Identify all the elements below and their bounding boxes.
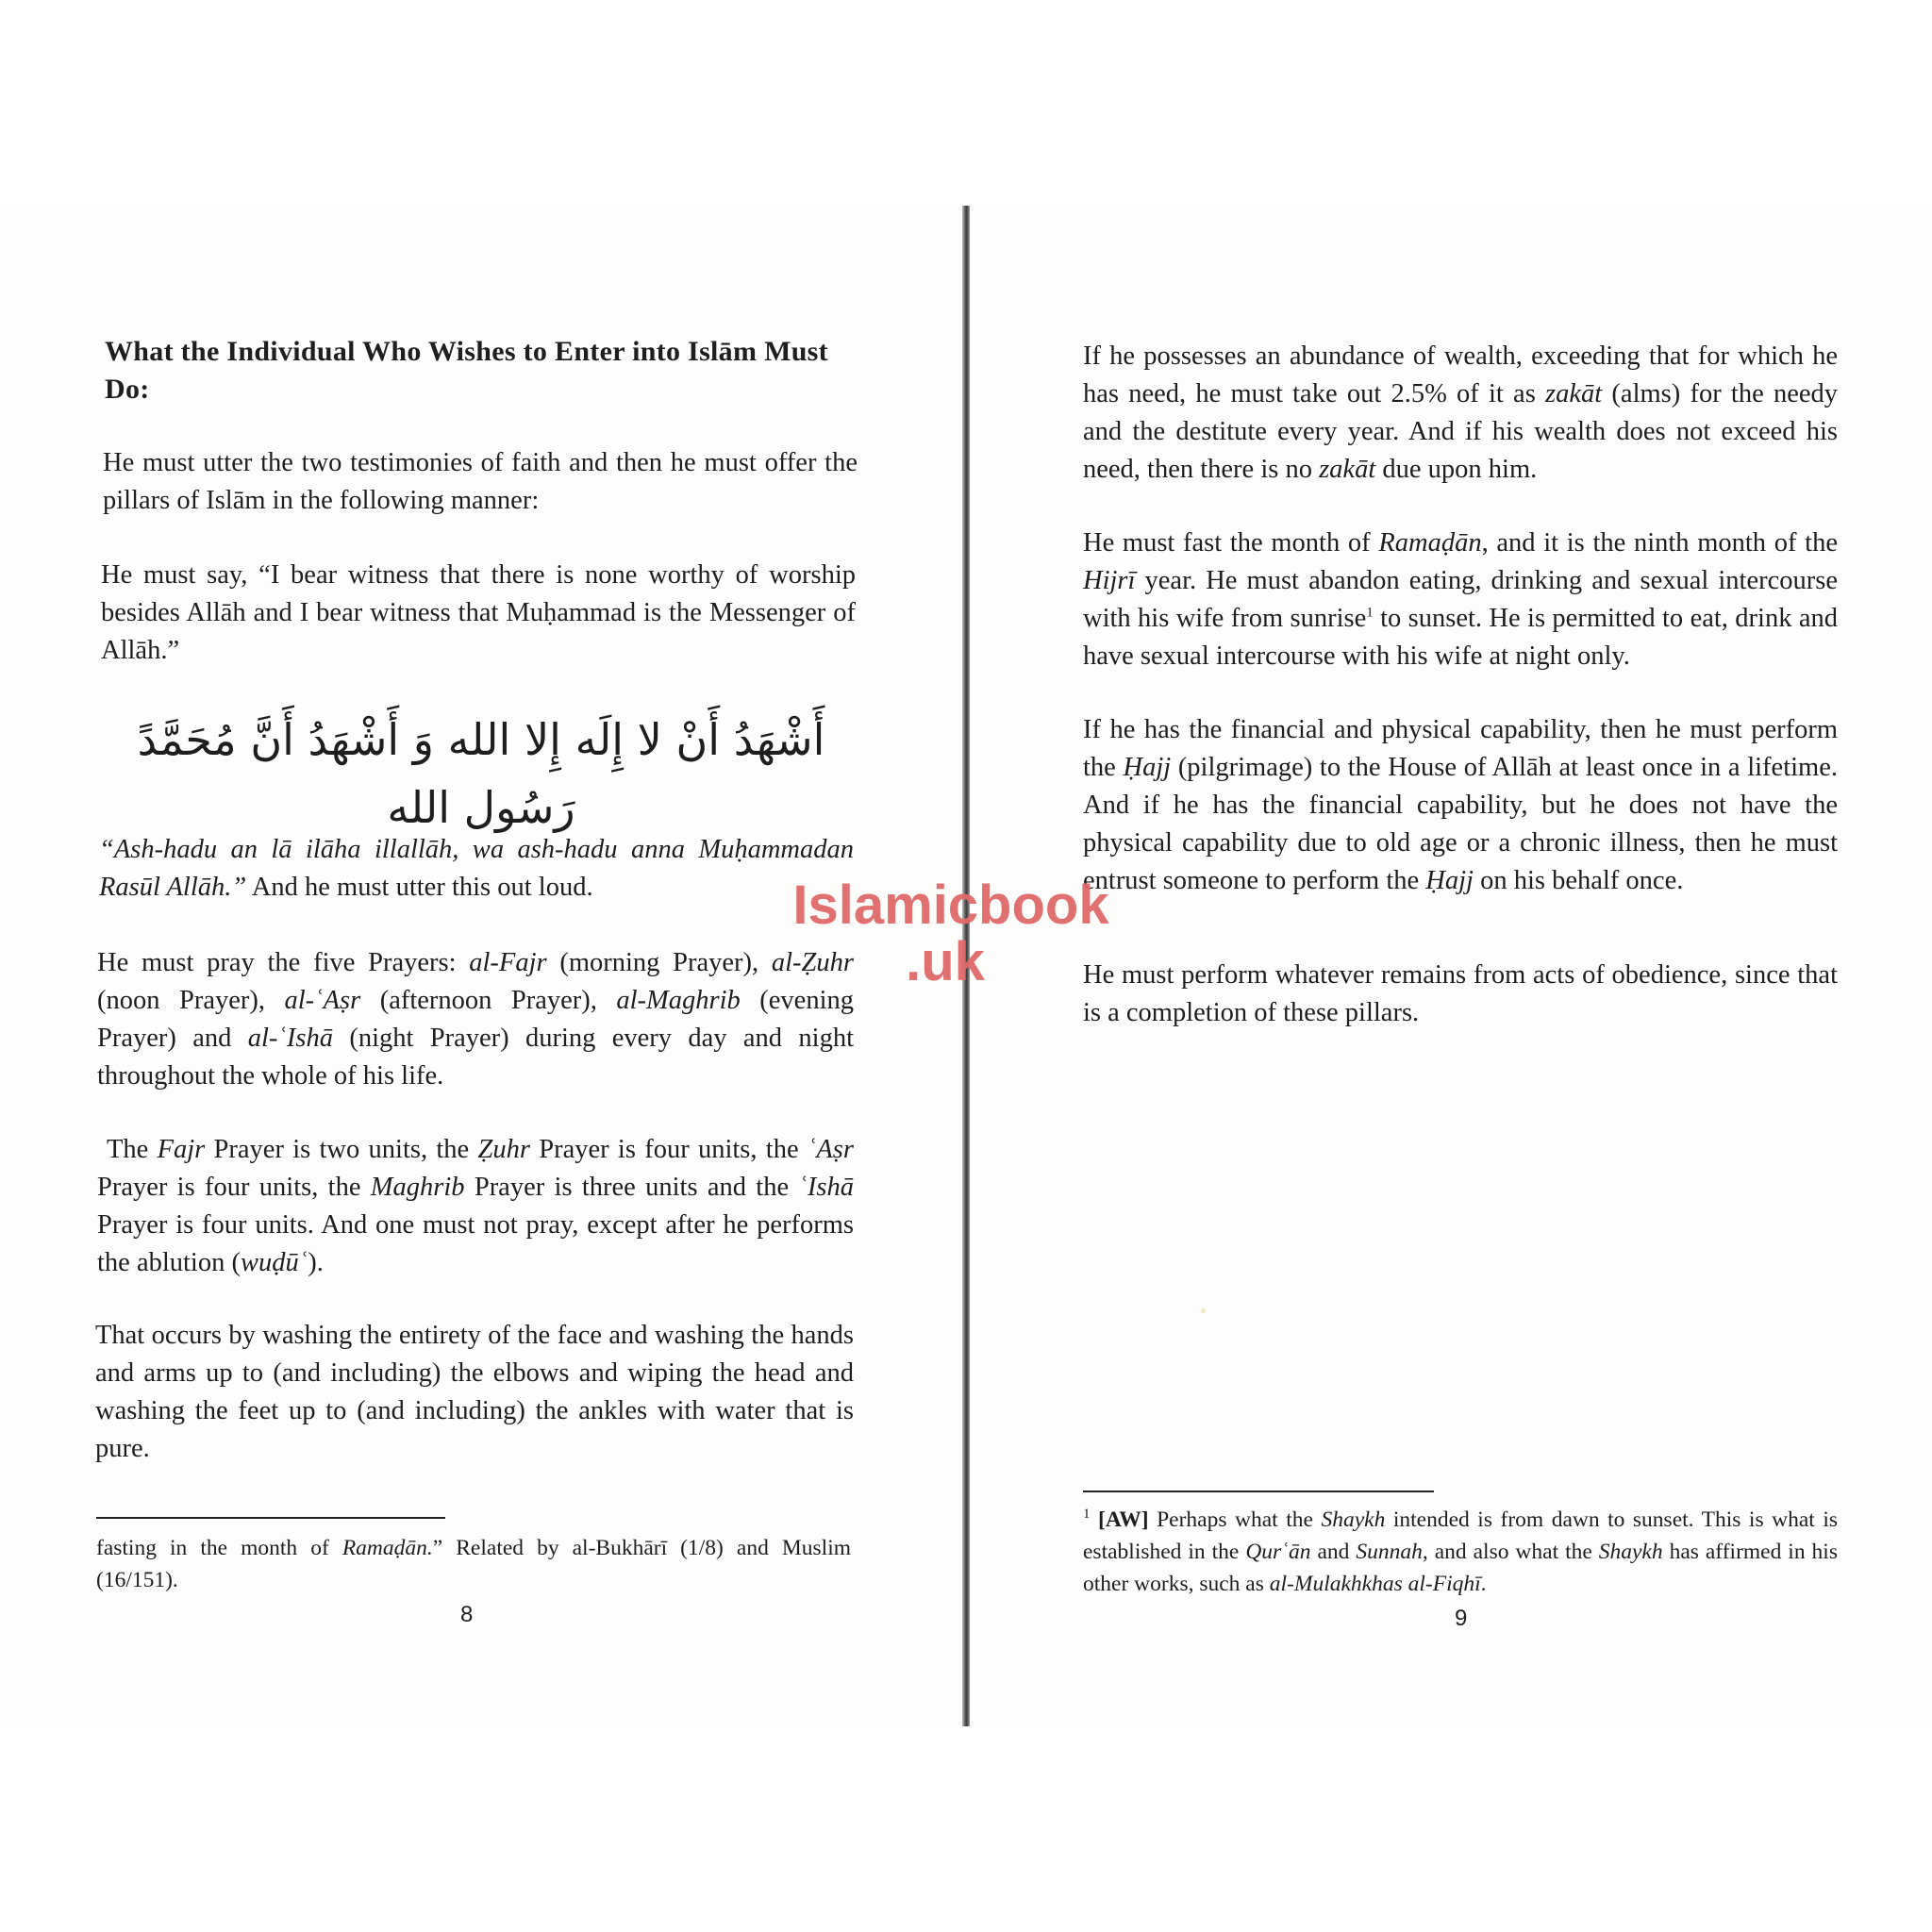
term: Ḥajj: [1123, 753, 1172, 782]
term: Ramaḍān.: [341, 1536, 433, 1560]
text-run: intended is from dawn to sunset. This is what is established in the: [1083, 1507, 1839, 1564]
text-run: The: [107, 1135, 158, 1164]
term: Qurʿān: [1245, 1540, 1311, 1564]
text-run: due upon him.: [1375, 455, 1538, 484]
text-run: (morning Prayer),: [546, 948, 772, 977]
hajj-paragraph: [1083, 711, 1838, 900]
text-run: Perhaps what the: [1148, 1507, 1322, 1532]
text-run: fasting in the month of: [96, 1536, 342, 1560]
prayer-name: Maghrib: [370, 1173, 465, 1202]
text-run: ).: [308, 1248, 324, 1277]
text-run: (alms) for the needy and the destitute every year. And if his wealth does not exceed his need, then there is no: [1083, 379, 1838, 484]
text-run: year. He must abandon eating, drinking and sexual intercourse with his wife from sunrise: [1083, 566, 1838, 633]
testimony-paragraph: He must say, “I bear witness that there is none worthy of worship besides Allāh and I bear witness that Muḥammad is the Messenger of Allāh.”: [101, 560, 856, 665]
prayer-name: al-ʿIshā: [247, 1024, 333, 1053]
prayer-name: al-Fajr: [469, 948, 547, 977]
page-number: 8: [460, 1602, 474, 1627]
term: Sunnah: [1356, 1540, 1423, 1564]
text-run: (afternoon Prayer),: [360, 986, 617, 1015]
term: Shaykh: [1598, 1540, 1663, 1564]
footnote-author-tag: [AW]: [1098, 1507, 1149, 1532]
book-spread: [0, 206, 1932, 1726]
transliteration-quote: “Ash-hadu an lā ilāha illallāh, wa ash-hadu anna Muḥammadan Rasūl Allāh.”: [99, 835, 854, 902]
term: zakāt: [1319, 455, 1376, 484]
book-gutter: [962, 206, 970, 1726]
prayer-name: al-ʿAṣr: [284, 986, 361, 1015]
text-run: on his behalf once.: [1473, 866, 1684, 895]
left-page: [95, 206, 858, 1726]
text-run: Prayer is four units, the: [97, 1173, 371, 1202]
term: wuḍūʿ: [240, 1248, 308, 1277]
paper-speck: [1201, 1308, 1206, 1313]
section-heading: What the Individual Who Wishes to Enter into Islām Must Do:: [105, 336, 828, 405]
intro-paragraph: He must utter the two testimonies of faith and then he must offer the pillars of Islām in the following manner:: [103, 448, 858, 515]
prayer-name: Fajr: [157, 1135, 206, 1164]
page-number: 9: [1455, 1606, 1468, 1631]
term: Shaykh: [1321, 1507, 1386, 1532]
text-run: , and it is the ninth month of the: [1481, 528, 1838, 558]
text-run: Prayer is two units, the: [205, 1135, 478, 1164]
text-run: Prayer is four units. And one must not pray, except after he performs the ablution (: [97, 1210, 854, 1277]
text-run: If he has the financial and physical capability, then he must perform the: [1083, 715, 1838, 782]
text-run: has affirmed in his other works, such as: [1083, 1540, 1838, 1596]
prayer-units-paragraph: [97, 1131, 854, 1282]
text-run: to sunset. He is permitted to eat, drink and have sexual intercourse with his wife at night only.: [1083, 604, 1838, 671]
footnote-marker[interactable]: 1: [1366, 605, 1374, 621]
transliteration-rest: And he must utter this out loud.: [246, 873, 593, 902]
prayer-name: ʿIshā: [798, 1173, 854, 1202]
text-run: .: [1480, 1572, 1487, 1596]
zakat-paragraph: [1083, 338, 1838, 489]
footnote-rule: [1083, 1491, 1434, 1492]
arabic-shahada: أَشْهَدُ أَنْ لا إِلَه إِلا الله وَ أَشْهَدُ أَنَّ مُحَمَّدً رَسُول الله: [137, 714, 825, 833]
text-run: Prayer is three units and the: [464, 1173, 799, 1202]
term: al-Mulakhkhas al-Fiqhī: [1269, 1572, 1481, 1596]
five-prayers-paragraph: [97, 944, 854, 1095]
text-run: (evening Prayer) and: [97, 986, 854, 1053]
transliteration-paragraph: [99, 831, 854, 907]
watermark-line-2: .uk: [906, 931, 985, 992]
prayer-name: ʿAṣr: [807, 1135, 854, 1164]
watermark-line-1: Islamicbook: [792, 874, 1109, 936]
text-run: Prayer is four units, the: [529, 1135, 808, 1164]
footnote-rule: [96, 1517, 445, 1519]
obedience-paragraph: He must perform whatever remains from acts of obedience, since that is a completion of these pillars.: [1083, 960, 1838, 1027]
footnote-number: 1: [1083, 1507, 1091, 1523]
text-run: ” Related by al-Bukhārī (1/8) and Muslim (16/151).: [96, 1536, 851, 1592]
text-run: If he possesses an abundance of wealth, exceeding that for which he has need, he must take out 2.5% of it as: [1083, 341, 1838, 408]
footnote-1: [1083, 1504, 1838, 1600]
text-run: (noon Prayer),: [97, 986, 285, 1015]
prayer-name: Ẓuhr: [477, 1135, 530, 1164]
term: Ḥajj: [1425, 866, 1474, 895]
term: Hijrī: [1083, 566, 1136, 595]
term: zakāt: [1545, 379, 1603, 408]
prayer-name: al-Ẓuhr: [771, 948, 854, 977]
term: Ramaḍān: [1378, 528, 1482, 558]
text-run: , and also what the: [1422, 1540, 1599, 1564]
text-run: He must fast the month of: [1083, 528, 1379, 558]
fasting-paragraph: [1083, 525, 1838, 675]
prayer-name: al-Maghrib: [616, 986, 741, 1015]
text-run: He must pray the five Prayers:: [97, 948, 470, 977]
text-run: (pilgrimage) to the House of Allāh at least once in a lifetime. And if he has the financial capability, but he does not have the physical capability due to old age or a chronic illness, then he must entrust someone to perform the: [1083, 753, 1838, 895]
ablution-paragraph: That occurs by washing the entirety of the face and washing the hands and arms up to (and including) the elbows and wiping the head and washing the feet up to (and including) the ankles with water that is pure.: [95, 1321, 854, 1463]
text-run: (night Prayer) during every day and night throughout the whole of his life.: [97, 1024, 854, 1091]
footnote-continuation: [96, 1532, 851, 1596]
text-run: and: [1310, 1540, 1357, 1564]
right-page: [1083, 206, 1838, 1726]
